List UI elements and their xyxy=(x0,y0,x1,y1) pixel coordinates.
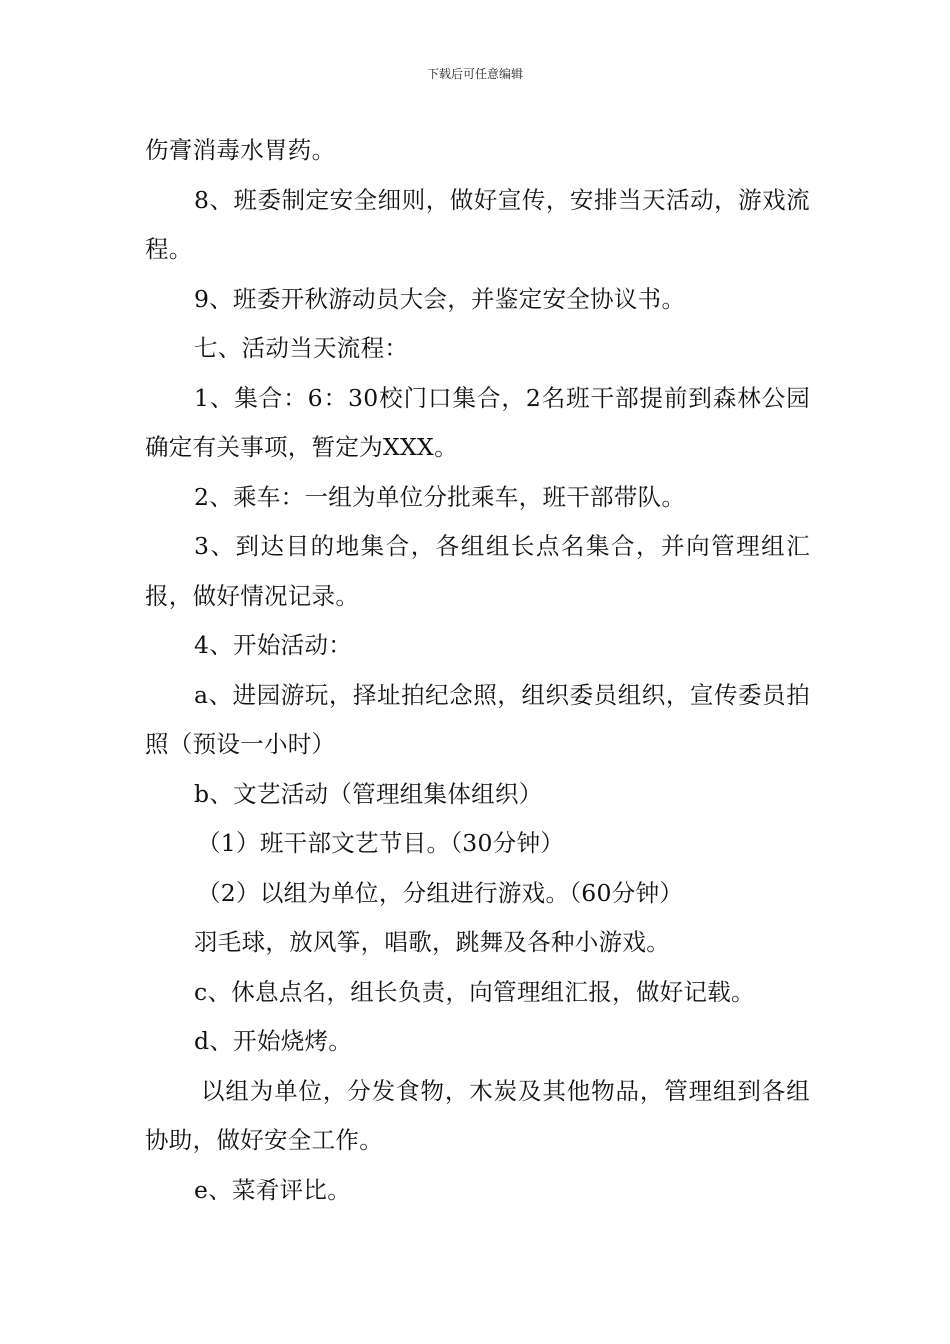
paragraph-16: 以组为单位，分发食物，木炭及其他物品，管理组到各组协助，做好安全工作。 xyxy=(145,1076,810,1154)
paragraph-3: 9、班委开秋游动员大会，并鉴定安全协议书。 xyxy=(194,284,686,313)
paragraph-8: 4、开始活动： xyxy=(194,631,353,659)
paragraph-7: 3、到达目的地集合，各组组长点名集合，并向管理组汇报，做好情况记录。 xyxy=(145,532,810,610)
section-heading-7: 七、活动当天流程： xyxy=(194,334,409,362)
paragraph-2: 8、班委制定安全细则，做好宣传，安排当天活动，游戏流程。 xyxy=(145,185,810,263)
paragraph-15: d、开始烧烤。 xyxy=(194,1027,353,1055)
paragraph-10: b、文艺活动（管理组集体组织） xyxy=(194,779,543,808)
paragraph-1: 伤膏消毒水胃药。 xyxy=(145,136,336,164)
paragraph-6: 2、乘车：一组为单位分批乘车，班干部带队。 xyxy=(194,482,686,511)
paragraph-13: 羽毛球，放风筝，唱歌，跳舞及各种小游戏。 xyxy=(194,928,670,956)
paragraph-14: c、休息点名，组长负责，向管理组汇报，做好记载。 xyxy=(194,977,755,1006)
paragraph-9: a、进园游玩，择址拍纪念照，组织委员组织，宣传委员拍照（预设一小时） xyxy=(145,680,810,758)
document-body xyxy=(145,126,810,1215)
paragraph-5: 1、集合：6：30校门口集合，2名班干部提前到森林公园确定有关事项，暂定为XXX。 xyxy=(145,383,810,461)
page-header-note: 下载后可任意编辑 xyxy=(426,67,523,81)
paragraph-12: （2）以组为单位，分组进行游戏。（60分钟） xyxy=(197,878,684,907)
paragraph-11: （1）班干部文艺节目。（30分钟） xyxy=(197,829,565,857)
paragraph-17: e、菜肴评比。 xyxy=(194,1175,352,1204)
